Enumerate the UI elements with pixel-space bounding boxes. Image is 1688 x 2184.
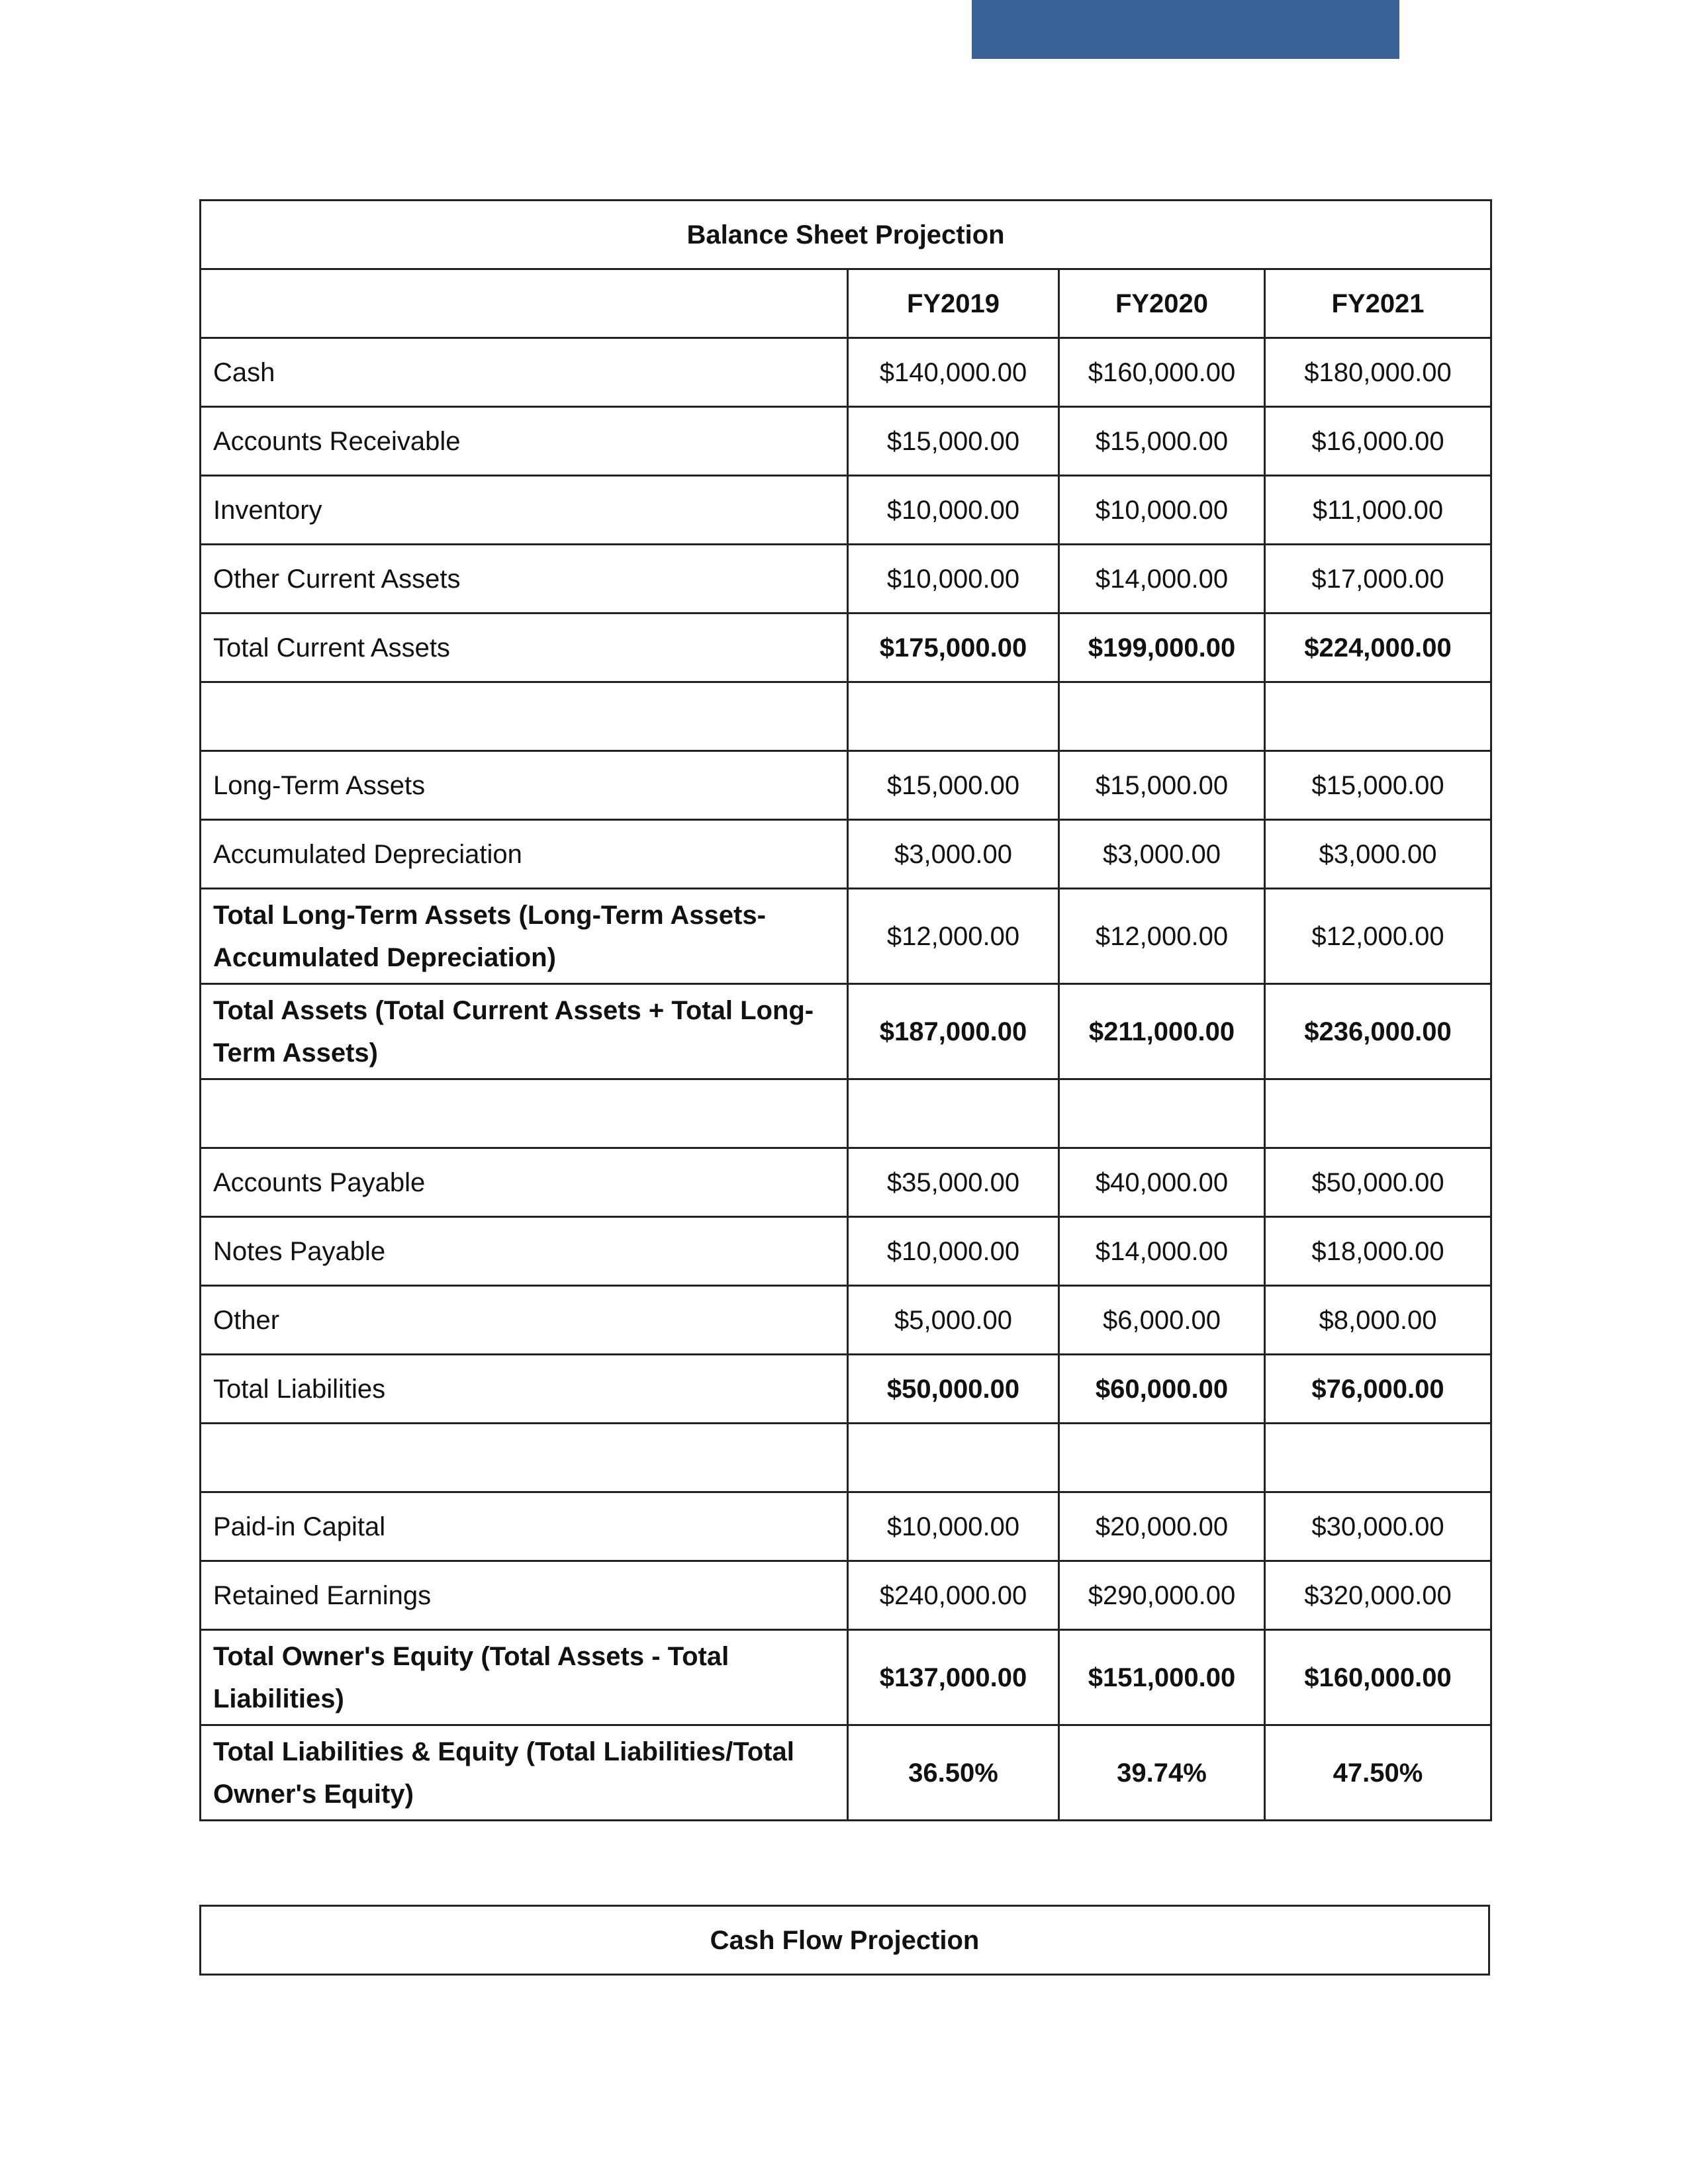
column-header-fy2021: FY2021 [1265,269,1491,338]
value-fy2021: $30,000.00 [1265,1492,1491,1561]
value-fy2021 [1265,1079,1491,1148]
row-label: Accumulated Depreciation [201,820,848,889]
row-label: Cash [201,338,848,407]
value-fy2019: 36.50% [848,1725,1059,1821]
value-fy2020: 39.74% [1059,1725,1265,1821]
value-fy2020: $15,000.00 [1059,407,1265,476]
value-fy2019 [848,682,1059,751]
value-fy2020: $3,000.00 [1059,820,1265,889]
row-label: Long-Term Assets [201,751,848,820]
row-label [201,1424,848,1492]
table-row-total-liabilities-equity [201,1725,1491,1821]
table-row-accounts-receivable [201,407,1491,476]
table-row-paid-in-capital [201,1492,1491,1561]
row-label: Inventory [201,476,848,545]
value-fy2020: $60,000.00 [1059,1355,1265,1424]
value-fy2019: $187,000.00 [848,984,1059,1079]
value-fy2020: $160,000.00 [1059,338,1265,407]
value-fy2021: $8,000.00 [1265,1286,1491,1355]
table-row-inventory [201,476,1491,545]
table-row-spacer [201,1079,1491,1148]
value-fy2021: $17,000.00 [1265,545,1491,614]
value-fy2019: $10,000.00 [848,1217,1059,1286]
value-fy2021: $160,000.00 [1265,1630,1491,1725]
table-row-total-assets [201,984,1491,1079]
value-fy2021 [1265,682,1491,751]
value-fy2021: $236,000.00 [1265,984,1491,1079]
value-fy2019: $10,000.00 [848,545,1059,614]
value-fy2020: $12,000.00 [1059,889,1265,984]
header-accent-bar [972,0,1399,59]
value-fy2021: $16,000.00 [1265,407,1491,476]
value-fy2019: $175,000.00 [848,614,1059,682]
value-fy2021: $320,000.00 [1265,1561,1491,1630]
value-fy2020: $6,000.00 [1059,1286,1265,1355]
table-row-notes-payable [201,1217,1491,1286]
value-fy2020: $14,000.00 [1059,545,1265,614]
table-row-total-liabilities [201,1355,1491,1424]
row-label: Other [201,1286,848,1355]
value-fy2019: $5,000.00 [848,1286,1059,1355]
value-fy2020: $290,000.00 [1059,1561,1265,1630]
table-row-accounts-payable [201,1148,1491,1217]
value-fy2021: $224,000.00 [1265,614,1491,682]
cash-flow-title: Cash Flow Projection [201,1906,1489,1975]
value-fy2020 [1059,1079,1265,1148]
value-fy2020: $211,000.00 [1059,984,1265,1079]
row-label: Total Owner's Equity (Total Assets - Total Liabilities) [201,1630,848,1725]
value-fy2019: $10,000.00 [848,1492,1059,1561]
table-row-spacer [201,682,1491,751]
value-fy2019: $12,000.00 [848,889,1059,984]
row-label: Other Current Assets [201,545,848,614]
value-fy2019: $240,000.00 [848,1561,1059,1630]
value-fy2021 [1265,1424,1491,1492]
cash-flow-table [199,1905,1490,1976]
row-label: Total Liabilities [201,1355,848,1424]
value-fy2019: $15,000.00 [848,407,1059,476]
row-label: Total Assets (Total Current Assets + Total Long-Term Assets) [201,984,848,1079]
value-fy2021: $3,000.00 [1265,820,1491,889]
table-row-accumulated-depreciation [201,820,1491,889]
value-fy2019: $35,000.00 [848,1148,1059,1217]
value-fy2021: $15,000.00 [1265,751,1491,820]
value-fy2020: $199,000.00 [1059,614,1265,682]
table-row-total-long-term-assets [201,889,1491,984]
table-row-other-current-assets [201,545,1491,614]
value-fy2021: 47.50% [1265,1725,1491,1821]
table-row-total-current-assets [201,614,1491,682]
table-row-retained-earnings [201,1561,1491,1630]
value-fy2020: $15,000.00 [1059,751,1265,820]
row-label: Total Long-Term Assets (Long-Term Assets-Accumulated Depreciation) [201,889,848,984]
row-label: Accounts Receivable [201,407,848,476]
row-label: Retained Earnings [201,1561,848,1630]
balance-sheet-table [199,199,1492,1821]
table-row-other [201,1286,1491,1355]
balance-sheet-title: Balance Sheet Projection [201,201,1491,269]
value-fy2021: $76,000.00 [1265,1355,1491,1424]
value-fy2020: $20,000.00 [1059,1492,1265,1561]
value-fy2019 [848,1424,1059,1492]
table-row-long-term-assets [201,751,1491,820]
column-header-fy2020: FY2020 [1059,269,1265,338]
value-fy2019: $137,000.00 [848,1630,1059,1725]
value-fy2021: $18,000.00 [1265,1217,1491,1286]
value-fy2021: $50,000.00 [1265,1148,1491,1217]
table-row-total-owners-equity [201,1630,1491,1725]
value-fy2020: $14,000.00 [1059,1217,1265,1286]
value-fy2019: $140,000.00 [848,338,1059,407]
value-fy2019: $50,000.00 [848,1355,1059,1424]
value-fy2021: $12,000.00 [1265,889,1491,984]
value-fy2019: $3,000.00 [848,820,1059,889]
row-label [201,1079,848,1148]
value-fy2020 [1059,682,1265,751]
column-header-row [201,269,1491,338]
value-fy2020: $151,000.00 [1059,1630,1265,1725]
value-fy2020: $10,000.00 [1059,476,1265,545]
header-blank-cell [201,269,848,338]
row-label: Paid-in Capital [201,1492,848,1561]
row-label: Accounts Payable [201,1148,848,1217]
table-row-spacer [201,1424,1491,1492]
table-row-cash [201,338,1491,407]
value-fy2019: $10,000.00 [848,476,1059,545]
column-header-fy2019: FY2019 [848,269,1059,338]
value-fy2019: $15,000.00 [848,751,1059,820]
value-fy2021: $11,000.00 [1265,476,1491,545]
value-fy2020 [1059,1424,1265,1492]
row-label [201,682,848,751]
row-label: Notes Payable [201,1217,848,1286]
row-label: Total Current Assets [201,614,848,682]
value-fy2021: $180,000.00 [1265,338,1491,407]
value-fy2019 [848,1079,1059,1148]
value-fy2020: $40,000.00 [1059,1148,1265,1217]
row-label: Total Liabilities & Equity (Total Liabilities/Total Owner's Equity) [201,1725,848,1821]
